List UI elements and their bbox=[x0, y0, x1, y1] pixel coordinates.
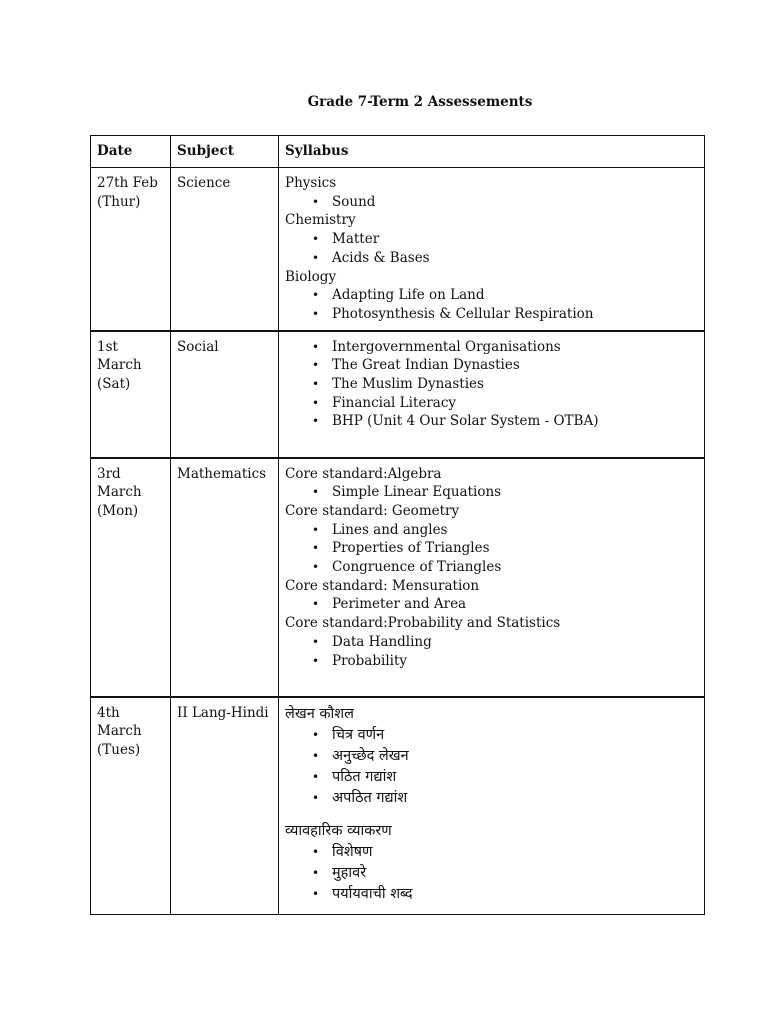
date-text: 1st March bbox=[97, 338, 142, 374]
section-heading: Chemistry bbox=[285, 212, 356, 229]
syllabus-cell bbox=[279, 697, 705, 915]
list-item: • Simple Linear Equations bbox=[332, 483, 698, 502]
list-item: • Sound bbox=[332, 193, 698, 212]
day-text: (Mon) bbox=[97, 502, 139, 519]
subject-cell: Social bbox=[171, 331, 279, 458]
topic-list bbox=[285, 286, 698, 323]
topic-list bbox=[285, 338, 698, 432]
list-item: • Acids & Bases bbox=[332, 249, 698, 268]
section-heading: Core standard: Geometry bbox=[285, 502, 460, 519]
list-item: • अपठित गद्यांश bbox=[332, 788, 698, 809]
list-item: • अनुच्छेद लेखन bbox=[332, 746, 698, 767]
section-heading: लेखन कौशल bbox=[285, 705, 354, 722]
date-cell bbox=[91, 458, 171, 697]
section-heading: Core standard:Algebra bbox=[285, 465, 442, 482]
subject-cell: Mathematics bbox=[171, 458, 279, 697]
list-item: • Probability bbox=[332, 652, 698, 671]
date-cell bbox=[91, 168, 171, 331]
assessment-table bbox=[90, 135, 705, 915]
header-subject: Subject bbox=[171, 136, 279, 168]
table-row bbox=[91, 458, 705, 697]
list-item: • Perimeter and Area bbox=[332, 595, 698, 614]
topic-list bbox=[285, 193, 698, 212]
topic-list bbox=[285, 842, 698, 905]
day-text: (Tues) bbox=[97, 741, 141, 758]
subject-cell: Science bbox=[171, 168, 279, 331]
topic-list bbox=[285, 521, 698, 577]
section-heading: व्यावहारिक व्याकरण bbox=[285, 822, 392, 839]
section-spacer bbox=[285, 809, 698, 821]
list-item: • Photosynthesis & Cellular Respiration bbox=[332, 305, 698, 324]
day-text: (Sat) bbox=[97, 375, 131, 392]
section-heading: Core standard: Mensuration bbox=[285, 577, 480, 594]
list-item: • Matter bbox=[332, 230, 698, 249]
section-heading: Biology bbox=[285, 268, 337, 285]
table-row bbox=[91, 168, 705, 331]
header-date: Date bbox=[91, 136, 171, 168]
topic-list bbox=[285, 725, 698, 809]
day-text: (Thur) bbox=[97, 193, 141, 210]
table-row bbox=[91, 697, 705, 915]
list-item: • विशेषण bbox=[332, 842, 698, 863]
table-row bbox=[91, 331, 705, 458]
header-syllabus: Syllabus bbox=[279, 136, 705, 168]
syllabus-cell bbox=[279, 331, 705, 458]
list-item: • चित्र वर्णन bbox=[332, 725, 698, 746]
list-item: • मुहावरे bbox=[332, 863, 698, 884]
list-item: • BHP (Unit 4 Our Solar System - OTBA) bbox=[332, 412, 698, 431]
list-item: • Lines and angles bbox=[332, 521, 698, 540]
table-header-row bbox=[91, 136, 705, 168]
topic-list bbox=[285, 483, 698, 502]
date-text: 4th March bbox=[97, 704, 142, 740]
list-item: • The Great Indian Dynasties bbox=[332, 356, 698, 375]
list-item: • The Muslim Dynasties bbox=[332, 375, 698, 394]
list-item: • Data Handling bbox=[332, 633, 698, 652]
topic-list bbox=[285, 230, 698, 267]
syllabus-cell bbox=[279, 458, 705, 697]
date-cell bbox=[91, 331, 171, 458]
topic-list bbox=[285, 633, 698, 670]
document-title: Grade 7-Term 2 Assessements bbox=[307, 94, 533, 110]
list-item: • पर्यायवाची शब्द bbox=[332, 884, 698, 905]
list-item: • Intergovernmental Organisations bbox=[332, 338, 698, 357]
date-text: 27th Feb bbox=[97, 175, 158, 191]
list-item: • Congruence of Triangles bbox=[332, 558, 698, 577]
section-heading: Core standard:Probability and Statistics bbox=[285, 615, 561, 632]
section-heading: Physics bbox=[285, 175, 337, 191]
date-cell bbox=[91, 697, 171, 915]
date-text: 3rd March bbox=[97, 465, 142, 501]
list-item: • पठित गद्यांश bbox=[332, 767, 698, 788]
list-item: • Financial Literacy bbox=[332, 394, 698, 413]
topic-list bbox=[285, 595, 698, 614]
subject-cell: II Lang-Hindi bbox=[171, 697, 279, 915]
list-item: • Properties of Triangles bbox=[332, 539, 698, 558]
syllabus-cell bbox=[279, 168, 705, 331]
list-item: • Adapting Life on Land bbox=[332, 286, 698, 305]
